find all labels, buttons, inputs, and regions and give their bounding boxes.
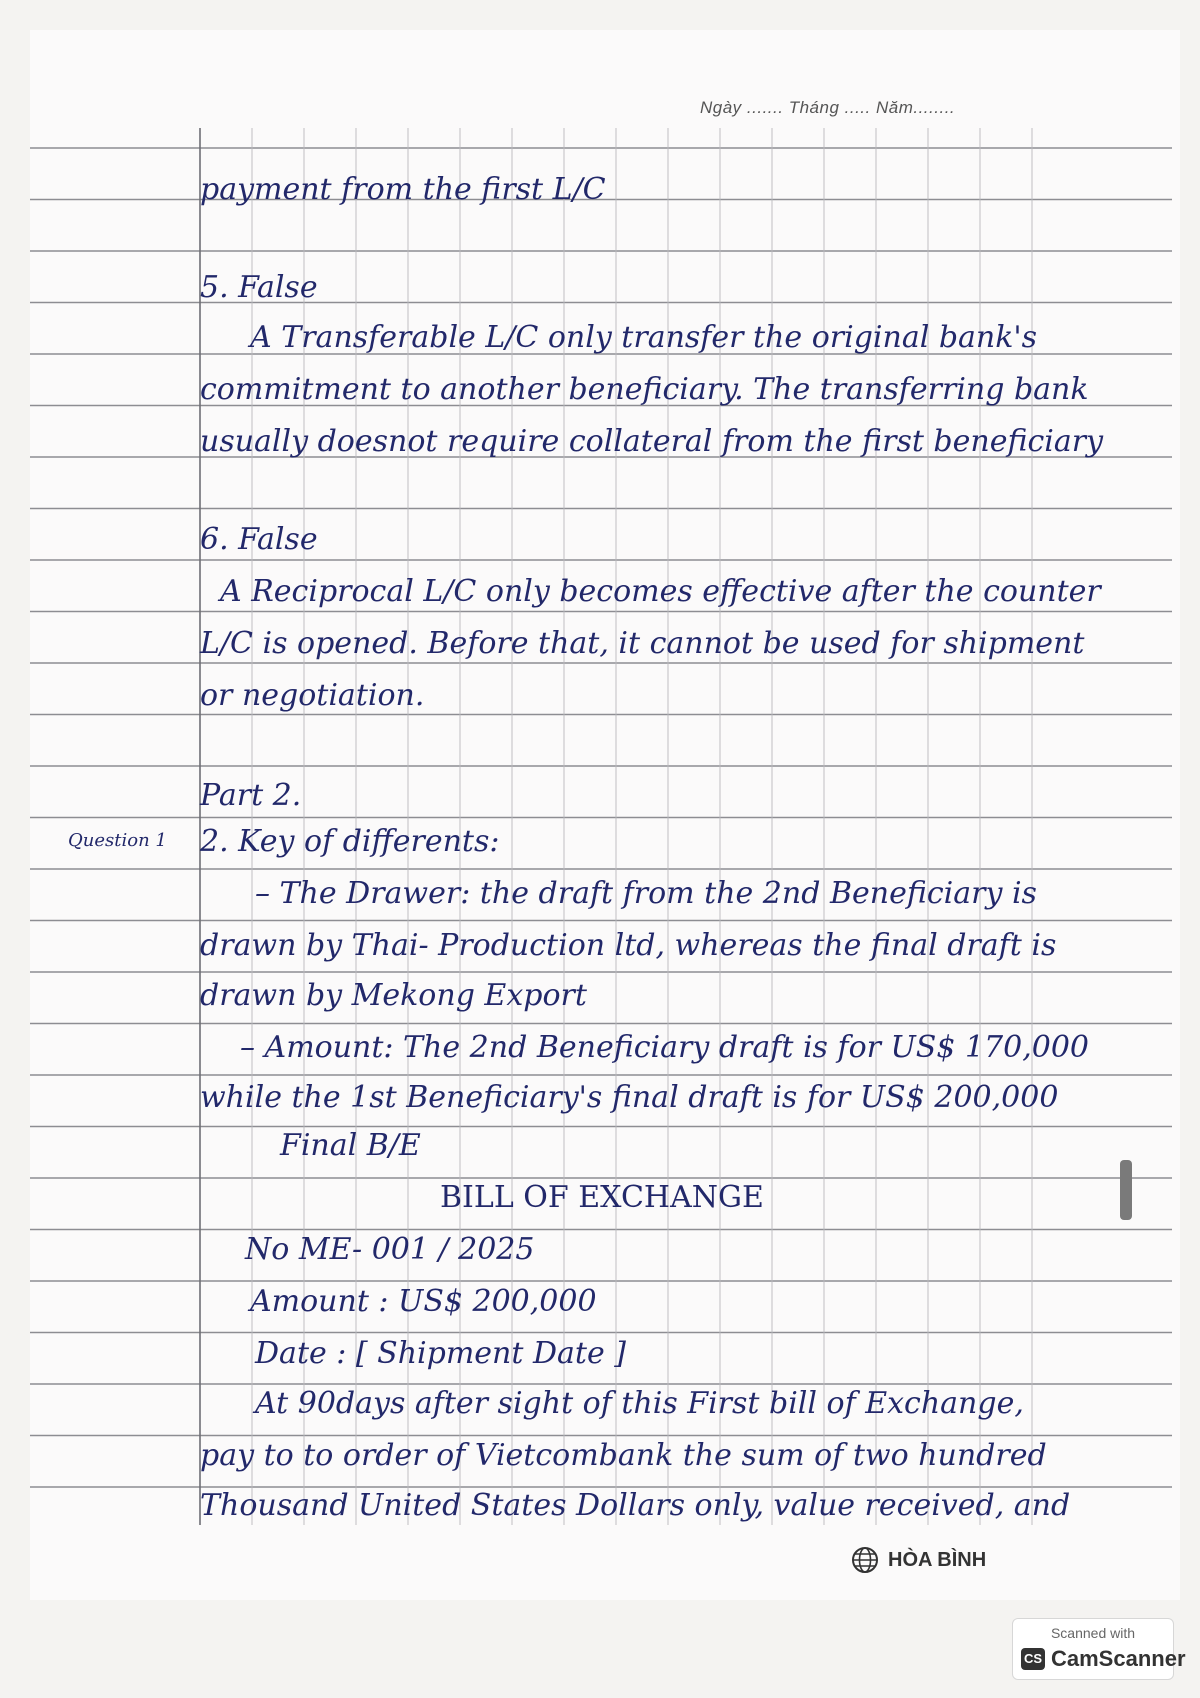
text-line-answer-6: 6. False bbox=[200, 522, 318, 557]
notebook-brand bbox=[850, 1545, 986, 1575]
binding-mark bbox=[1120, 1160, 1132, 1220]
text-line: At 90days after sight of this First bill of Exchange, bbox=[255, 1386, 1024, 1421]
text-line-payment: payment from the first L/C bbox=[200, 172, 606, 207]
bill-number: No ME- 001 / 2025 bbox=[245, 1232, 535, 1267]
bill-amount: Amount : US$ 200,000 bbox=[250, 1284, 597, 1319]
text-line: pay to to order of Vietcombank the sum of two hundred bbox=[200, 1438, 1047, 1473]
text-line: – Amount: The 2nd Beneficiary draft is for US$ 170,000 bbox=[240, 1030, 1090, 1065]
text-line: A Reciprocal L/C only becomes effective after the counter bbox=[220, 574, 1101, 609]
bill-of-exchange-title: BILL OF EXCHANGE bbox=[440, 1180, 764, 1215]
date-header: Ngày ....... Tháng ..... Năm........ bbox=[700, 98, 956, 117]
camscanner-logo-icon: CS bbox=[1021, 1648, 1045, 1670]
camscanner-name: CamScanner bbox=[1051, 1646, 1186, 1671]
brand-label: HÒA BÌNH bbox=[888, 1548, 987, 1571]
text-line: while the 1st Beneficiary's final draft is for US$ 200,000 bbox=[200, 1080, 1059, 1115]
camscanner-badge bbox=[1012, 1618, 1186, 1680]
text-line: or negotiation. bbox=[200, 678, 425, 713]
text-line: drawn by Thai- Production ltd, whereas the final draft is bbox=[200, 928, 1057, 963]
text-line: drawn by Mekong Export bbox=[200, 978, 587, 1013]
margin-note: Question 1 bbox=[68, 830, 167, 851]
text-line-answer-5: 5. False bbox=[200, 270, 318, 305]
text-line: 2. Key of differents: bbox=[200, 824, 500, 859]
text-line-part-2: Part 2. bbox=[200, 778, 302, 813]
text-line: – The Drawer: the draft from the 2nd Beneficiary is bbox=[255, 876, 1037, 911]
text-line: Final B/E bbox=[280, 1128, 421, 1163]
text-line: A Transferable L/C only transfer the original bank's bbox=[250, 320, 1038, 355]
globe-icon bbox=[850, 1545, 880, 1575]
text-line: L/C is opened. Before that, it cannot be used for shipment bbox=[200, 626, 1085, 661]
text-line: commitment to another beneficiary. The transferring bank bbox=[200, 372, 1089, 407]
bill-date: Date : [ Shipment Date ] bbox=[255, 1336, 626, 1371]
text-line: usually doesnot require collateral from the first beneficiary bbox=[200, 424, 1104, 459]
scanned-with-label: Scanned with bbox=[1050, 1625, 1136, 1641]
text-line: Thousand United States Dollars only, value received, and bbox=[200, 1488, 1071, 1523]
